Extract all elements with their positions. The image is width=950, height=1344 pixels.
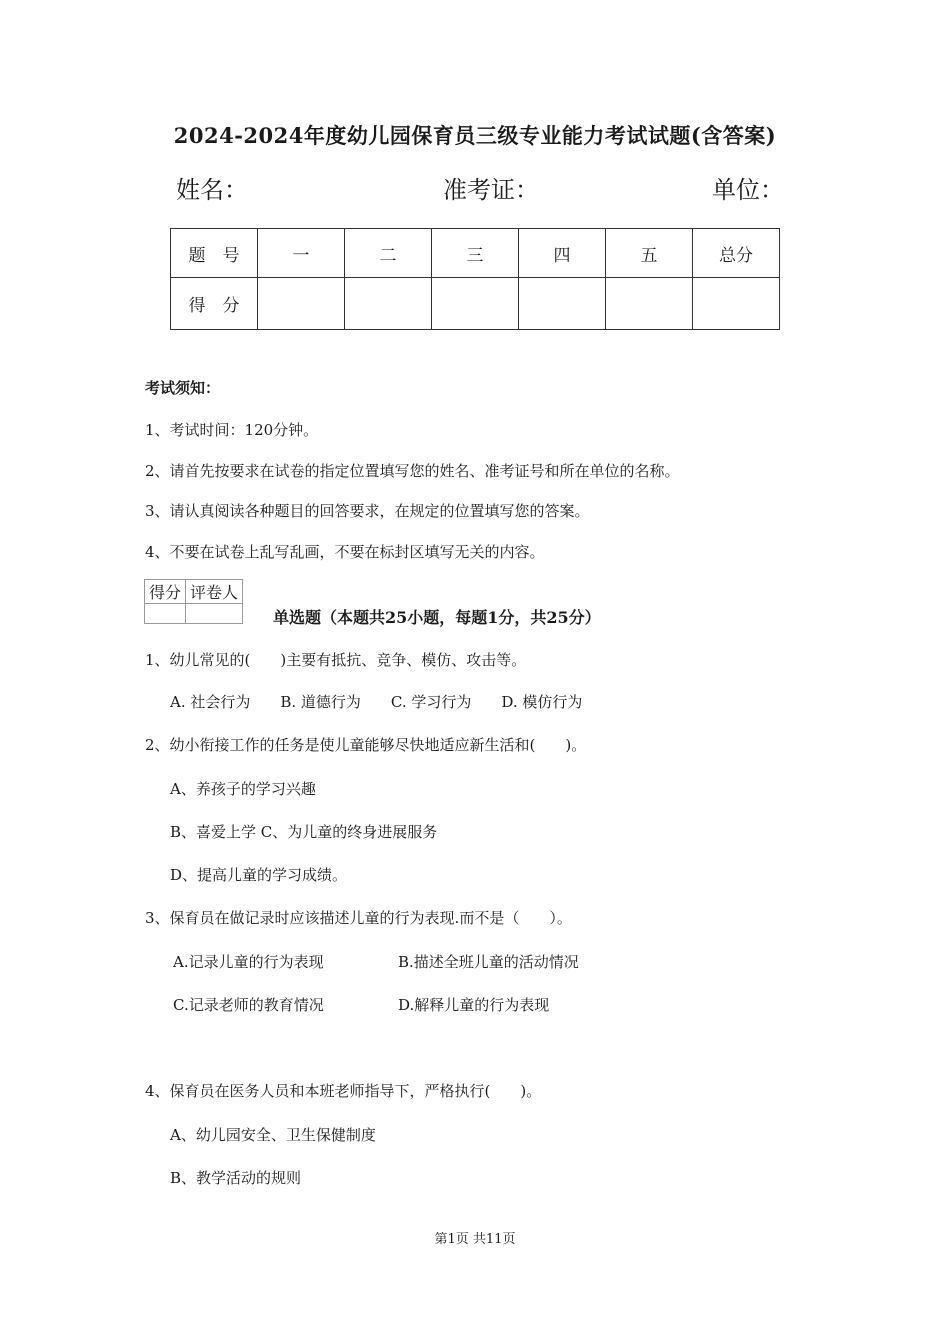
grader-score-cell[interactable]: [145, 604, 186, 624]
page-footer: 第1页 共11页: [434, 1232, 516, 1247]
question-option: C.记录老师的教育情况: [173, 996, 324, 1014]
score-table-cell: 四: [519, 229, 606, 278]
score-entry-cell[interactable]: [693, 278, 780, 330]
instruction-item: 2、请首先按要求在试卷的指定位置填写您的姓名、准考证号和所在单位的名称。: [145, 462, 680, 480]
score-entry-cell[interactable]: [432, 278, 519, 330]
score-table-cell: 得 分: [171, 278, 258, 330]
instruction-item: 4、不要在试卷上乱写乱画，不要在标封区填写无关的内容。: [145, 543, 545, 561]
instructions-heading: 考试须知：: [145, 379, 221, 397]
question-stem: 3、保育员在做记录时应该描述儿童的行为表现.而不是（ ）。: [145, 909, 572, 927]
question-option: A.记录儿童的行为表现: [173, 953, 324, 971]
question-option: A、幼儿园安全、卫生保健制度: [170, 1126, 376, 1144]
question-option: B、教学活动的规则: [170, 1169, 302, 1187]
grader-name-label: 评卷人: [186, 580, 243, 604]
grader-score-label: 得分: [145, 580, 186, 604]
question-stem: 2、幼小衔接工作的任务是使儿童能够尽快地适应新生活和( )。: [145, 736, 587, 754]
score-entry-cell[interactable]: [519, 278, 606, 330]
score-table-header-row: [171, 229, 780, 278]
score-entry-cell[interactable]: [258, 278, 345, 330]
grader-box: [144, 579, 243, 624]
grader-name-cell[interactable]: [186, 604, 243, 624]
score-table-cell: 二: [345, 229, 432, 278]
instruction-item: 1、考试时间：120分钟。: [145, 421, 319, 439]
score-table-cell: 五: [606, 229, 693, 278]
name-label: 姓名：: [176, 176, 248, 204]
score-table-cell: 总分: [693, 229, 780, 278]
question-options: A. 社会行为 B. 道德行为 C. 学习行为 D. 模仿行为: [170, 693, 583, 711]
question-option: D、提高儿童的学习成绩。: [170, 866, 348, 884]
score-table-cell: 一: [258, 229, 345, 278]
question-stem: 1、幼儿常见的( )主要有抵抗、竞争、模仿、攻击等。: [145, 651, 527, 669]
score-entry-cell[interactable]: [606, 278, 693, 330]
score-table-cell: 题 号: [171, 229, 258, 278]
question-option: D.解释儿童的行为表现: [398, 996, 550, 1014]
question-option: A、养孩子的学习兴趣: [170, 780, 316, 798]
question-option: B.描述全班儿童的活动情况: [398, 953, 579, 971]
section-title: 单选题（本题共25小题，每题1分，共25分）: [273, 608, 601, 627]
question-stem: 4、保育员在医务人员和本班老师指导下，严格执行( )。: [145, 1082, 542, 1100]
question-option: B、喜爱上学 C、为儿童的终身进展服务: [170, 823, 438, 841]
instruction-item: 3、请认真阅读各种题目的回答要求，在规定的位置填写您的答案。: [145, 502, 590, 520]
score-entry-cell[interactable]: [345, 278, 432, 330]
unit-label: 单位：: [712, 176, 784, 204]
score-table-cell: 三: [432, 229, 519, 278]
score-table: [170, 228, 780, 330]
document-title: 2024-2024年度幼儿园保育员三级专业能力考试试题(含答案): [173, 123, 777, 148]
exam-number-label: 准考证：: [443, 176, 539, 204]
score-table-score-row: [171, 278, 780, 330]
